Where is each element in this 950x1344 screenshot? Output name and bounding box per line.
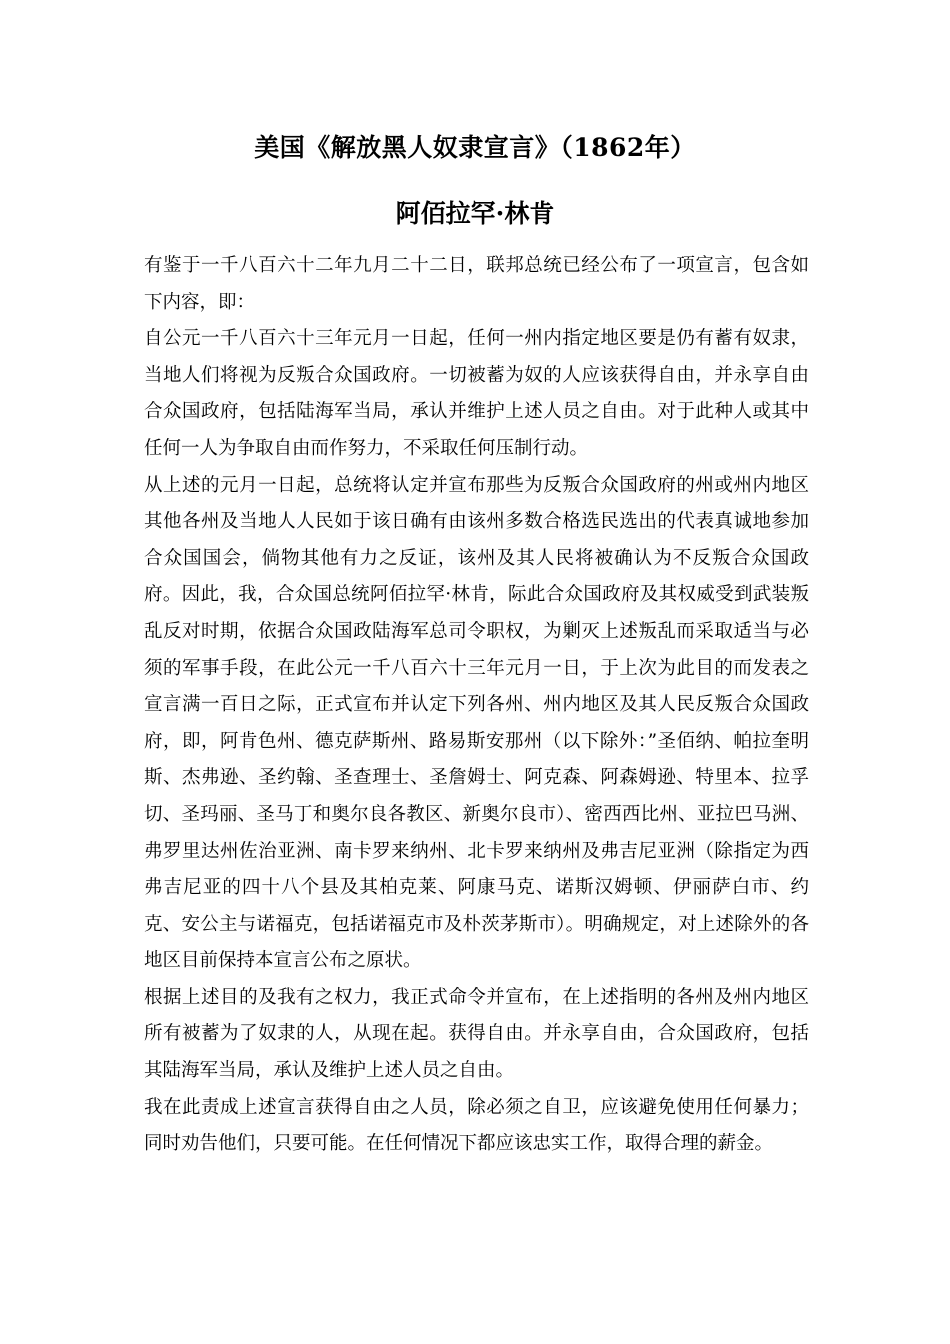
paragraph-3: 从上述的元月一日起，总统将认定并宣布那些为反叛合众国政府的州或州内地区其他各州及当地人人民如于该日确有由该州多数合格选民选出的代表真诚地参加合众国国会，倘物其他有力之反证，该州及其人民将被确认为不反叛合众国政府。因此，我，合众国总统阿佰拉罕·林肯，际此合众国政府及其权威受到武装叛乱反对时期，依据合众国政陆海军总司令职权，为剿灭上述叛乱而采取适当与必须的军事手段，在此公元一千八百六十三年元月一日，于上次为此目的而发表之宣言满一百日之际，正式宣布并认定下列各州、州内地区及其人民反叛合众国政府，即，阿肯色州、德克萨斯州、路易斯安那州（以下除外：”圣佰纳、帕拉奎明斯、杰弗逊、圣约翰、圣查理士、圣詹姆士、阿克森、阿森姆逊、特里本、拉孚切、圣玛丽、圣马丁和奥尔良各教区、新奥尔良市）、密西西比州、亚拉巴马洲、弗罗里达州佐治亚洲、南卡罗来纳州、北卡罗来纳州及弗吉尼亚洲（除指定为西弗吉尼亚的四十八个县及其柏克莱、阿康马克、诺斯汉姆顿、伊丽萨白市、约克、安公主与诺福克，包括诺福克市及朴茨茅斯市）。明确规定，对上述除外的各地区目前保持本宣言公布之原状。 (144, 474, 809, 972)
document-body (144, 248, 809, 1163)
paragraph-1: 有鉴于一千八百六十二年九月二十二日，联邦总统已经公布了一项宣言，包含如下内容，即： (144, 255, 809, 313)
paragraph-5: 我在此责成上述宣言获得自由之人员，除必须之自卫，应该避免使用任何暴力；同时劝告他们，只要可能。在任何情况下都应该忠实工作，取得合理的薪金。 (144, 1096, 809, 1155)
document-author: 阿佰拉罕·林肯 (395, 199, 555, 228)
document-title: 美国《解放黑人奴隶宣言》（1862年） (254, 133, 696, 162)
paragraph-4: 根据上述目的及我有之权力，我正式命令并宣布，在上述指明的各州及州内地区所有被蓄为了奴隶的人，从现在起。获得自由。并永享自由，合众国政府，包括其陆海军当局，承认及维护上述人员之自由。 (144, 986, 809, 1082)
paragraph-2: 自公元一千八百六十三年元月一日起，任何一州内指定地区要是仍有蓄有奴隶，当地人们将视为反叛合众国政府。一切被蓄为奴的人应该获得自由，并永享自由合众国政府，包括陆海军当局，承认并维护上述人员之自由。对于此种人或其中任何一人为争取自由而作努力，不采取任何压制行动。 (144, 328, 809, 459)
